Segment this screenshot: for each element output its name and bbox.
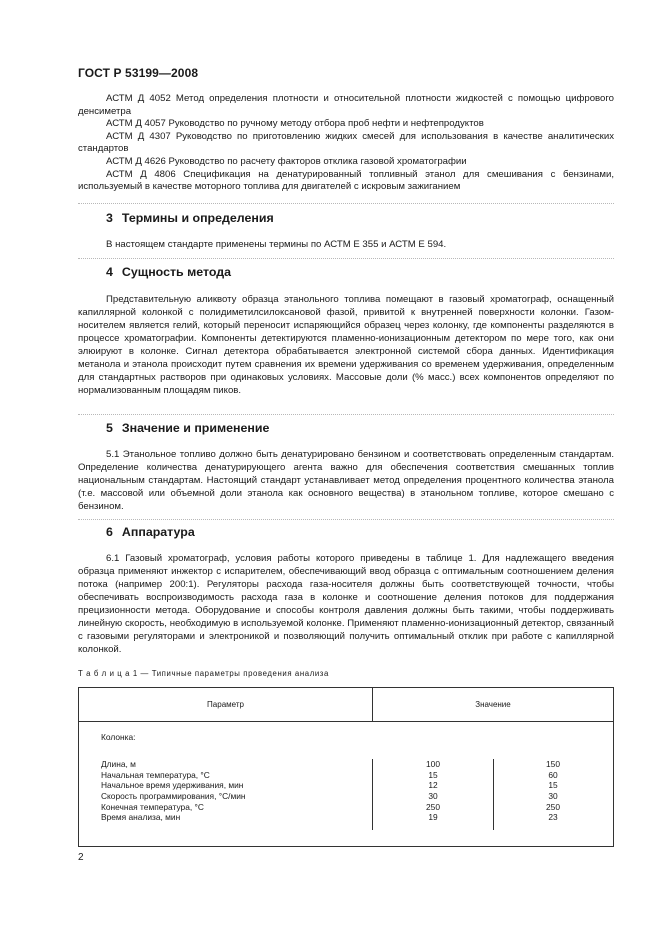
row-label: Начальное время удерживания, мин: [101, 780, 244, 791]
section-divider: [78, 414, 614, 415]
table-row: [79, 802, 613, 813]
row-label: Длина, м: [101, 759, 136, 769]
section-4-title: [106, 265, 231, 279]
section-number: 4: [106, 265, 113, 279]
row-value-1: 100: [426, 759, 440, 769]
row-value-1: 30: [428, 791, 438, 802]
row-value-2: 150: [546, 759, 560, 769]
table-row: [79, 770, 613, 781]
table-body: [79, 759, 613, 823]
section-number: 5: [106, 421, 113, 435]
row-value-2: 250: [546, 801, 560, 812]
row-label: Начальная температура, °С: [101, 769, 210, 780]
row-value-2: 30: [548, 791, 558, 802]
section-divider: [78, 519, 614, 520]
section-divider: [78, 203, 614, 204]
reference-item: АСТМ Д 4626 Руководство по расчету факторов отклика газовой хроматографии: [106, 155, 467, 167]
page-number: 2: [78, 852, 84, 863]
section-3-paragraph: В настоящем стандарте применены термины по АСТМ Е 355 и АСТМ Е 594.: [106, 239, 447, 250]
row-value-2: 60: [548, 769, 558, 780]
group-label: Колонка:: [101, 732, 136, 742]
row-value-2: 23: [548, 812, 558, 823]
references-list: [78, 93, 614, 194]
table-row: [79, 791, 613, 802]
row-value-1: 15: [428, 769, 438, 780]
reference-item: АСТМ Д 4806 Спецификация на денатурированный топливный этанол для смешивания с бензинами, используемый в качестве моторного топлива для двигателей с искровым зажиганием: [78, 168, 614, 193]
section-5-title: [106, 421, 269, 435]
parameters-table: [78, 687, 614, 847]
table-header: [79, 688, 613, 722]
section-4-paragraph: Представительную аликвоту образца этанольного топлива помещают в газовый хроматограф, оснащенный капиллярной колонкой с полидиметилсилоксановой фазой, привитой к внутренней поверхности колонки. Газом-носителем является гелий, который переносит испаряющийся образец через колонку, где компоненты разделяются в процессе хроматографии. Компоненты детектируются пламенно-ионизационным детектором по мере того, как они элюируют в колонке. Сигнал детектора обрабатывается электронной системой сбора данных. Идентификация метанола и этанола происходит путем сравнения их времени удерживания со временем удерживания, определенным для стандартных растворов при одинаковых условиях. Массовые доли (% масс.) всех компонентов определяют по нормализованным площадям пиков.: [78, 294, 614, 396]
section-number: 6: [106, 525, 113, 539]
reference-item: АСТМ Д 4307 Руководство по приготовлению жидких смесей для использования в качестве аналитических стандартов: [78, 130, 614, 155]
row-value-1: 19: [428, 812, 438, 823]
row-value-1: 250: [426, 801, 440, 812]
table-row: [79, 780, 613, 791]
section-heading: Значение и применение: [121, 421, 270, 435]
table-row: [79, 759, 613, 770]
section-number: 3: [106, 211, 113, 225]
reference-item: АСТМ Д 4052 Метод определения плотности и относительной плотности жидкостей с помощью цифрового денсиметра: [78, 93, 614, 117]
section-3-title: [106, 211, 274, 225]
table-caption: Т а б л и ц а 1 — Типичные параметры проведения анализа: [78, 669, 329, 678]
row-value-1: 12: [428, 780, 438, 791]
section-heading: Сущность метода: [121, 265, 232, 279]
table-row: [79, 812, 613, 823]
row-value-2: 15: [548, 780, 558, 791]
section-heading: Аппаратура: [121, 525, 195, 539]
reference-item: АСТМ Д 4057 Руководство по ручному методу отбора проб нефти и нефтепродуктов: [106, 118, 484, 130]
section-6-paragraph: 6.1 Газовый хроматограф, условия работы которого приведены в таблице 1. Для надлежащего введения образца применяют инжектор с испарителем, обеспечивающий ввод образца с оптимальным соотношением деления потока (например 200:1). Регуляторы расхода газа-носителя должны быть соответствующей точности, чтобы обеспечивать воспроизводимость расхода газа в колонке и соотношение деления потоков для поддержания прецизионности метода. Оборудование и способы контроля давления должны быть такими, чтобы поддерживать линейную скорость, необходимую в используемой колонке. Применяют пламенно-ионизационный детектор, связанный с газовыми регуляторами и электроникой и позволяющий получить оптимальный отклик при работе с капиллярной колонкой.: [78, 553, 614, 655]
header-parameter: Параметр: [79, 688, 373, 721]
row-label: Скорость программирования, °С/мин: [101, 791, 246, 802]
section-heading: Термины и определения: [121, 211, 274, 225]
row-label: Время анализа, мин: [101, 812, 181, 823]
standard-header: ГОСТ Р 53199—2008: [78, 66, 199, 80]
section-5-paragraph: 5.1 Этанольное топливо должно быть денатурировано бензином и соответствовать определенным стандартам. Определение количества денатурирующего агента важно для обеспечения соответствия смешанных топлив национальным стандартам. Настоящий стандарт устанавливает метод определения процентного количества этанола (т.е. массовой или объемной доли этанола как основного вещества) в этанольном топливе, которое смешано с бензином.: [78, 449, 614, 512]
header-value: Значение: [475, 700, 511, 709]
section-divider: [78, 258, 614, 259]
section-6-title: [106, 525, 195, 539]
row-label: Конечная температура, °С: [101, 801, 204, 812]
